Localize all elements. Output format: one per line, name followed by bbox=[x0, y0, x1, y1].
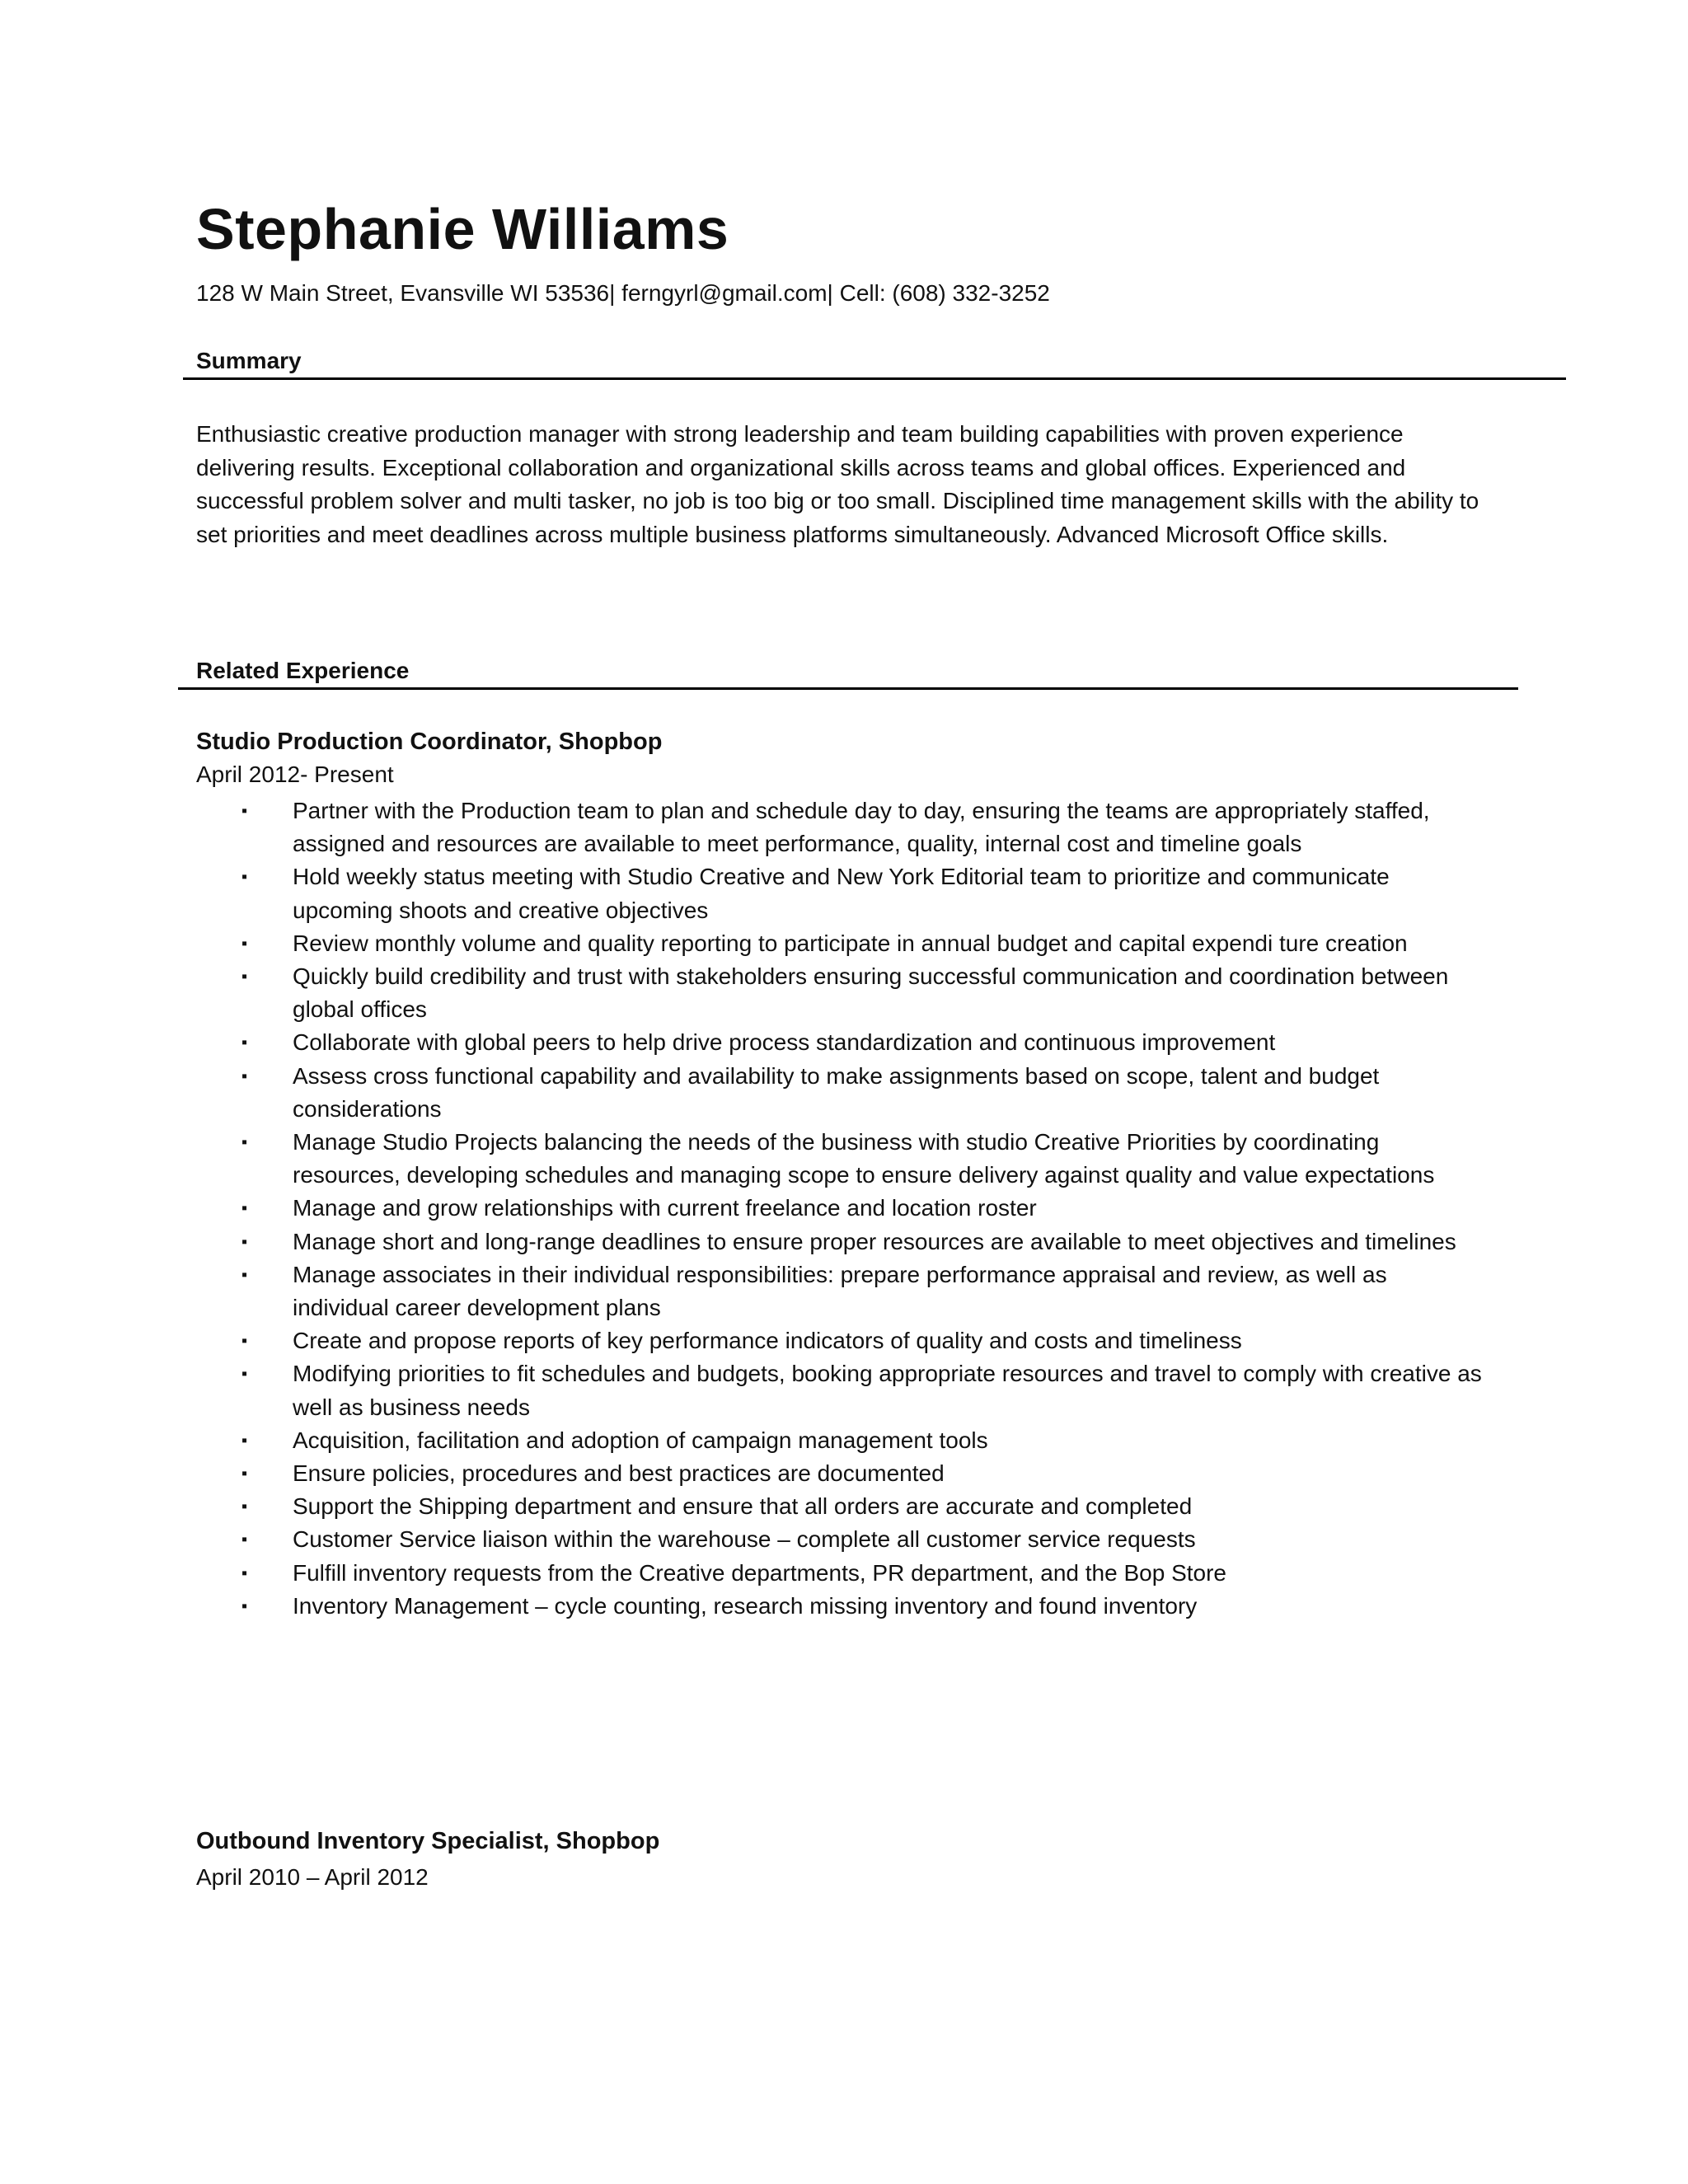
bullet-text: Manage associates in their individual responsibilities: prepare performance appraisal and review, as well as individual career development plans bbox=[293, 1261, 1387, 1321]
list-item bbox=[196, 1357, 1482, 1423]
bullet-text: Inventory Management – cycle counting, research missing inventory and found inventory bbox=[293, 1592, 1198, 1619]
bullet-icon: ▪ bbox=[241, 1596, 248, 1615]
bullet-text: Manage and grow relationships with current freelance and location roster bbox=[293, 1195, 1037, 1221]
summary-text: Enthusiastic creative production manager with strong leadership and team building capabilities with proven experience delivering results. Exceptional collaboration and organizational skills across teams and global offices. Experienced and successful problem solver and multi tasker, no job is too big or too small. Disciplined time management skills with the ability to set priorities and meet deadlines across multiple business platforms simultaneously. Advanced Microsoft Office skills. bbox=[196, 421, 1479, 547]
list-item bbox=[196, 1324, 1482, 1357]
job-dates: April 2012- Present bbox=[196, 762, 394, 787]
list-item bbox=[196, 1126, 1482, 1192]
job-responsibilities-list bbox=[196, 794, 1482, 1623]
experience-heading: Related Experience bbox=[196, 658, 410, 683]
job-title: Studio Production Coordinator, Shopbop bbox=[196, 729, 663, 755]
bullet-text: Assess cross functional capability and availability to make assignments based on scope, talent and budget considerations bbox=[293, 1062, 1380, 1122]
list-item bbox=[196, 927, 1482, 960]
summary-divider bbox=[183, 377, 1566, 380]
list-item bbox=[196, 860, 1482, 926]
bullet-icon: ▪ bbox=[241, 1365, 248, 1384]
bullet-text: Review monthly volume and quality reporting to participate in annual budget and capital expendi ture creation bbox=[293, 930, 1408, 956]
list-item bbox=[196, 1060, 1482, 1126]
bullet-text: Hold weekly status meeting with Studio Creative and New York Editorial team to prioritize and communicate upcoming shoots and creative objectives bbox=[293, 864, 1390, 923]
list-item bbox=[196, 1557, 1482, 1590]
list-item bbox=[196, 1258, 1482, 1324]
job-title: Outbound Inventory Specialist, Shopbop bbox=[196, 1828, 660, 1854]
list-item bbox=[196, 794, 1482, 860]
bullet-text: Quickly build credibility and trust with stakeholders ensuring successful communication and coordination between global offices bbox=[293, 963, 1449, 1023]
bullet-icon: ▪ bbox=[241, 1033, 248, 1052]
job-dates: April 2010 – April 2012 bbox=[196, 1864, 429, 1890]
bullet-icon: ▪ bbox=[241, 1066, 248, 1085]
bullet-icon: ▪ bbox=[241, 802, 248, 820]
bullet-icon: ▪ bbox=[241, 1232, 248, 1251]
bullet-icon: ▪ bbox=[241, 1431, 248, 1450]
list-item bbox=[196, 1590, 1482, 1623]
bullet-icon: ▪ bbox=[241, 1265, 248, 1284]
bullet-text: Fulfill inventory requests from the Creative departments, PR department, and the Bop Store bbox=[293, 1559, 1227, 1586]
bullet-icon: ▪ bbox=[241, 968, 248, 987]
bullet-icon: ▪ bbox=[241, 1563, 248, 1582]
bullet-icon: ▪ bbox=[241, 1465, 248, 1483]
list-item bbox=[196, 1226, 1482, 1258]
list-item bbox=[196, 1523, 1482, 1556]
list-item bbox=[196, 1192, 1482, 1225]
bullet-text: Ensure policies, procedures and best practices are documented bbox=[293, 1460, 945, 1487]
bullet-icon: ▪ bbox=[241, 1497, 248, 1516]
list-item bbox=[196, 960, 1482, 1026]
list-item bbox=[196, 1026, 1482, 1059]
resume-name: Stephanie Williams bbox=[196, 197, 729, 261]
bullet-text: Create and propose reports of key performance indicators of quality and costs and timeliness bbox=[293, 1328, 1242, 1354]
list-item bbox=[196, 1424, 1482, 1457]
experience-divider bbox=[178, 687, 1518, 690]
bullet-icon: ▪ bbox=[241, 1199, 248, 1218]
bullet-icon: ▪ bbox=[241, 1332, 248, 1351]
bullet-text: Manage Studio Projects balancing the needs of the business with studio Creative Priorities by coordinating resources, developing schedules and managing scope to ensure delivery against quality and value expectations bbox=[293, 1129, 1435, 1188]
bullet-text: Partner with the Production team to plan and schedule day to day, ensuring the teams are appropriately staffed, assigned and resources are available to meet performance, quality, internal cost and timeline goals bbox=[293, 798, 1430, 857]
bullet-icon: ▪ bbox=[241, 934, 248, 953]
bullet-icon: ▪ bbox=[241, 1133, 248, 1152]
bullet-text: Collaborate with global peers to help drive process standardization and continuous improvement bbox=[293, 1029, 1276, 1056]
bullet-text: Customer Service liaison within the warehouse – complete all customer service requests bbox=[293, 1526, 1196, 1553]
bullet-text: Support the Shipping department and ensure that all orders are accurate and completed bbox=[293, 1493, 1193, 1520]
bullet-text: Acquisition, facilitation and adoption of campaign management tools bbox=[293, 1427, 988, 1453]
summary-heading: Summary bbox=[196, 348, 302, 373]
list-item bbox=[196, 1490, 1482, 1523]
bullet-text: Modifying priorities to fit schedules and budgets, booking appropriate resources and travel to comply with creative as well as business needs bbox=[293, 1361, 1482, 1420]
bullet-icon: ▪ bbox=[241, 1530, 248, 1549]
bullet-text: Manage short and long-range deadlines to ensure proper resources are available to meet objectives and timelines bbox=[293, 1228, 1456, 1254]
list-item bbox=[196, 1457, 1482, 1490]
contact-line: 128 W Main Street, Evansville WI 53536| ferngyrl@gmail.com| Cell: (608) 332-3252 bbox=[196, 280, 1050, 306]
bullet-icon: ▪ bbox=[241, 868, 248, 887]
